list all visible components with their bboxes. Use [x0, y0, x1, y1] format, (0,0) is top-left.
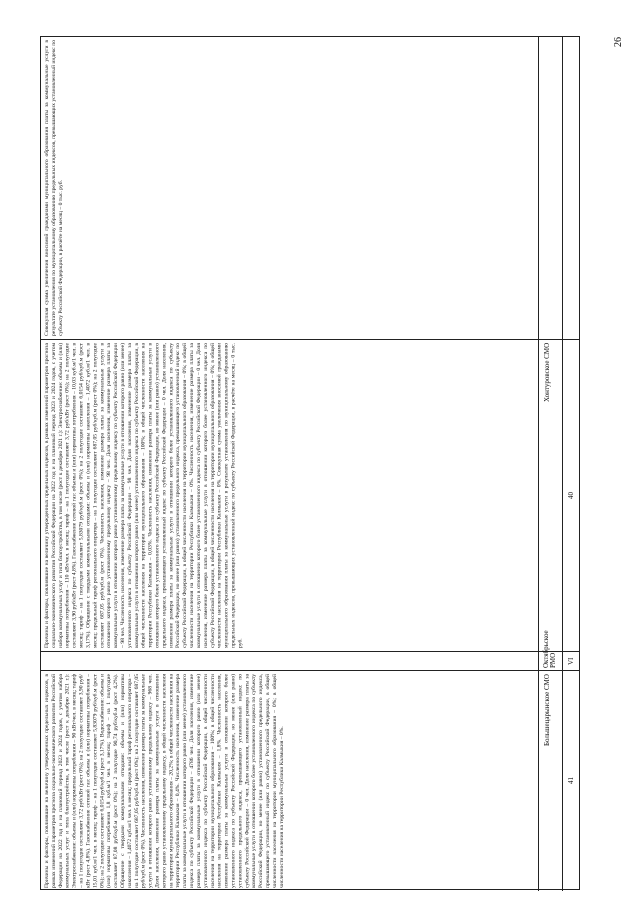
- row-name-cell: [539, 37, 563, 339]
- section-number-cell: [563, 652, 579, 670]
- table-row-40: [41, 340, 579, 652]
- row-number: 41: [567, 777, 576, 785]
- row-name-cell: [539, 671, 563, 891]
- indices-table: [40, 36, 580, 890]
- section-row: [41, 630, 579, 671]
- municipality-name: Хонтуровское СМО: [543, 343, 551, 403]
- row-body-cell: [41, 37, 539, 339]
- section-name-cell: [539, 630, 563, 670]
- row-body-text: Причины и факторы, повлиявшие на величину утвержденных предельных индексов, в рамках изменений параметров прогноза социально-экономического развития Российской Федерации на 2022 год и на плановый период 2023 и 2024 годов, с учетом набора коммунальных услуг и типа благоустройства, в том числе (рост к декабрю 2021 г.): Электроснабжение: объемы и (или) нормативы потребления – 90 кВт/чел. в месяц; тариф – на 1 полугодие составляет 3,72 руб/кВт (рост 0%); на 2 полугодие составляет 3,90 руб/кВт (рост 4,8%). Газоснабжение сетевой газ: объемы и (или) нормативы потребления – 15,01 куб.м/1 чел. в месяц; тариф – на 1 полугодие составляет 5,83079 руб/куб.м (рост 0%); на 2 полугодие составляет 6,0154 руб/куб.м (рост 3,17%). Водоснабжение: объемы и (или) нормативы потребления 1,8 куб.м/1 чел. в месяц; тариф – на 1 полугодие составляет 87,08 руб/куб.м (рост 0%); на 2 полугодие 90,74 руб/куб.м (рост 4,2%). Обращение с твердыми коммунальными отходами: объемы и (или) нормативы накопления – 1,4072 куб.м/1 чел. в месяц; предельный тариф регионального оператора – на 1 полугодие составляет 687,05 руб/куб.м (рост 0%); на 2 полугодие составляет 687,05 руб/куб.м (рост 0%). Численность населения, изменение размера платы за коммунальные услуги в отношении которого равно установленному предельному индексу – 968 чел. Доля населения, изменение размера платы за коммунальные услуги в отношении которого равно установленному предельному индексу, в общей численности населения на территории муниципального образования – 20,2%; в общей численности населения на территории Республики Калмыкия – 0,4%. Численность населения, изменение размера платы за коммунальные услуги в отношении которого равно (или менее) установленного индекса по субъекту Российской Федерации – 4786 чел. Доля населения, изменение размера платы за коммунальные услуги в отношении которого равно (или менее) установленного индекса по субъекту Российской Федерации, в общей численности населения на территории муниципального образования – 100%; в общей численности населения на территории Республики Калмыкия – 1,8%. Численность населения, изменение размера платы за коммунальные услуги в отношении которого более установленного индекса по субъекту Российской Федерации, но менее (или равно) установленного предельного индекса, превышающего установленный индекс по субъекту Российской Федерации – 0 чел. Доля населения, изменение размера платы за коммунальные услуги в отношении которого более установленного индекса по субъекту Российской Федерации, но менее (или равно) установленного предельного индекса, превышающего установленный индекс по субъекту Российской Федерации, в общей численности населения на территории муниципального образования – 0%; в общей численности населения на территории Республики Калмыкия – 0%.: [44, 674, 285, 888]
- row-number-cell: [563, 671, 579, 891]
- section-number: VI: [567, 657, 576, 665]
- row-body-cell: [41, 671, 539, 891]
- row-number-cell: [563, 37, 579, 339]
- row-body-text: Совокупная сумма увеличения вносимой гражданами муниципального образования платы за коммунальные услуги в результате установления по муниципальному образованию предельных индексов, превышающих установленный индекс по субъекту Российской Федерации, в расчёте на месяц – 0 тыс. руб.: [44, 40, 64, 336]
- row-name-cell: [539, 340, 563, 651]
- row-number-cell: [563, 340, 579, 651]
- page-number: 26: [613, 37, 624, 47]
- section-body-cell: [41, 652, 539, 670]
- row-body-cell: [41, 340, 539, 651]
- section-name: Октябрьское РМО: [542, 630, 557, 668]
- municipality-name: Большецарынское СМО: [543, 674, 551, 746]
- table-row-41: [41, 671, 579, 891]
- row-body-text: Причины и факторы, повлиявшие на величину утвержденных предельных индексов, в рамках изменений параметров прогноза социально-экономического развития Российской Федерации на 2022 год и на плановый период 2023 и 2024 годов, с учетом набора коммунальных услуг и типа благоустройства, в том числе (рост к декабрю 2021 г.): Электроснабжение: объемы и (или) нормативы потребления – 110 кВт/чел. в месяц; тариф – на 1 полугодие составляет 3,72 руб/кВт (рост 0%); на 2 полугодие составляет 3,90 руб/кВт (рост 4,8%). Газоснабжение сетевой газ: объемы и (или) нормативы потребления – 10,03 куб.м/1 чел. в месяц; тариф – на 1 полугодие составляет 5,83079 руб/куб.м (рост 0%); на 2 полугодие составляет 6,0154 руб/куб.м (рост 3,17%). Обращение с твердыми коммунальными отходами: объемы и (или) нормативы накопления – 1,4072 куб.м/1 чел. в месяц; предельный тариф регионального оператора – на 1 полугодие составляет 687,05 руб/куб.м (рост 0%); на 2 полугодие составляет 687,05 руб/куб.м (рост 0%). Численность населения, изменение размера платы за коммунальные услуги в отношении которого равно установленному предельному индексу – 98 чел. Доля населения, изменение размера платы за коммунальные услуги в отношении которого равно установленному предельному индексу по субъекту Российской Федерации – 98 чел. Численность населения, изменение размера платы за коммунальные услуги в отношении которого равно (или менее) установленного индекса по субъекту Российской Федерации – 98 чел. Доля населения, изменение размера платы за коммунальные услуги в отношении которого равно (или менее) установленного индекса по субъекту Российской Федерации, в общей численности населения на территории муниципального образования – 100%; в общей численности населения на территории Республики Калмыкия – 0,03%. Численность населения, изменение размера платы за коммунальные услуги в отношении которого более установленного индекса по субъекту Российской Федерации, но менее (или равно) установленного предельного индекса, превышающего установленный индекс по субъекту Российской Федерации – 0 чел. Доля населения, изменение размера платы за коммунальные услуги в отношении которого более установленного индекса по субъекту Российской Федерации, но менее (или равно) установленного предельного индекса, превышающего установленный индекс по субъекту Российской Федерации, в общей численности населения на территории муниципального образования – 0%; в общей численности населения на территории Республики Калмыкия – 0%. Численность населения, изменение размера платы за коммунальные услуги в отношении которого более установленного индекса по субъекту Российской Федерации – 0 чел. Доля населения, изменение размера платы за коммунальные услуги в отношении которого более установленного индекса по субъекту Российской Федерации, в общей численности населения на территории муниципального образования – 0%; в общей численности населения на территории Республики Калмыкия – 0%. Совокупная сумма увеличения вносимой гражданами муниципального образования платы за коммунальные услуги в результате установления по муниципальному образованию предельных индексов, превышающих установленный индекс по субъекту Российской Федерации, в расчёте на месяц – 0 тыс. руб.: [44, 343, 244, 648]
- row-number: 40: [567, 492, 576, 499]
- table-row-summary-40: [41, 37, 579, 340]
